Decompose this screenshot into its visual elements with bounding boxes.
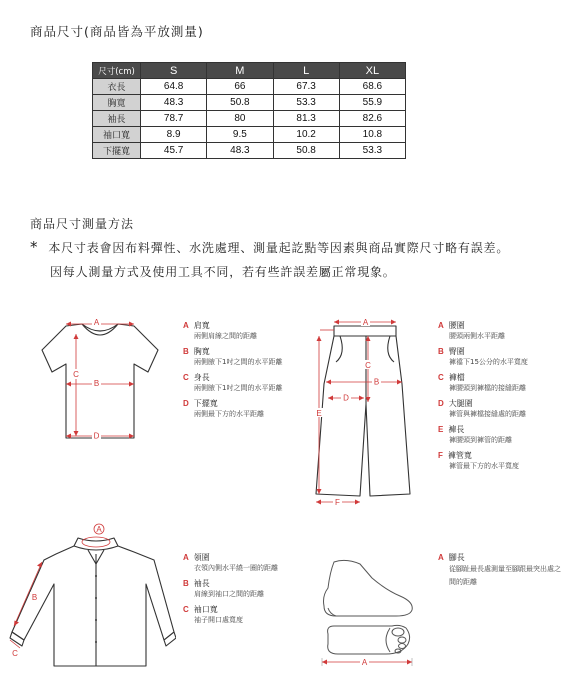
legend-item — [183, 552, 278, 573]
legend-name: 胸寬 — [193, 347, 210, 356]
table-row — [93, 111, 406, 127]
legend-desc: 腰頭兩側水平距離 — [449, 332, 505, 340]
legend-key: C — [438, 373, 444, 382]
legend-item — [438, 450, 528, 471]
legend-key: B — [183, 347, 189, 356]
row-label: 胸寬 — [93, 95, 141, 111]
foot-diagram — [316, 556, 422, 668]
legend-item — [183, 604, 278, 625]
table-header-row — [93, 63, 406, 79]
legend-item — [183, 372, 282, 393]
table-cell: 81.3 — [273, 111, 339, 127]
legend-item — [438, 552, 566, 589]
pants-label-e: E — [316, 409, 322, 418]
legend-key: E — [438, 425, 444, 434]
legend-desc: 兩側肩線之間的距離 — [194, 332, 257, 340]
legend-desc: 兩側腋下1吋之間的水平距離 — [194, 358, 283, 366]
pants-label-c: C — [365, 361, 371, 370]
table-cell: 55.9 — [339, 95, 405, 111]
pants-label-b: B — [373, 377, 380, 387]
table-row — [93, 127, 406, 143]
legend-item — [183, 320, 282, 341]
table-cell: 64.8 — [141, 79, 207, 95]
legend-desc: 褲腰頭到褲檔的接縫距離 — [449, 384, 526, 392]
row-label: 袖長 — [93, 111, 141, 127]
legend-key: A — [438, 321, 444, 330]
legend-name: 袖長 — [193, 579, 210, 588]
pants-label-f: F — [335, 498, 340, 507]
tshirt-label-d: D — [93, 431, 100, 441]
table-cell: 9.5 — [207, 127, 273, 143]
legend-key: A — [183, 321, 189, 330]
legend-desc: 衣領內側水平繞一圈的距離 — [194, 564, 278, 572]
table-cell: 50.8 — [273, 143, 339, 159]
shirt-label-b: B — [31, 593, 38, 602]
row-label: 袖口寬 — [93, 127, 141, 143]
legend-item — [438, 398, 528, 419]
tshirt-label-a: A — [93, 318, 100, 327]
table-row — [93, 143, 406, 159]
row-label: 下擺寬 — [93, 143, 141, 159]
legend-key: A — [438, 553, 444, 562]
column-header-l: L — [273, 63, 339, 79]
legend-desc: 褲腰頭到褲管的距離 — [449, 436, 512, 444]
legend-key: B — [438, 347, 444, 356]
note-line-1 — [30, 238, 509, 256]
legend-item — [438, 320, 528, 341]
pants-label-d: D — [343, 393, 349, 403]
legend-key: F — [438, 451, 443, 460]
legend-desc: 袖子開口處寬度 — [194, 616, 243, 624]
table-cell: 45.7 — [141, 143, 207, 159]
shirt-diagram — [6, 520, 176, 670]
table-cell: 10.8 — [339, 127, 405, 143]
legend-item — [438, 372, 528, 393]
legend-desc: 兩側腋下1吋之間的水平距離 — [194, 384, 283, 392]
tshirt-diagram — [38, 314, 162, 444]
legend-key: D — [438, 399, 444, 408]
legend-name: 褲長 — [448, 425, 465, 434]
pants-diagram — [306, 314, 416, 514]
legend-item — [183, 578, 278, 599]
section-title: 商品尺寸(商品皆為平放測量) — [30, 24, 204, 39]
legend-name: 肩寬 — [193, 321, 210, 330]
table-corner-header: 尺寸(cm) — [93, 63, 141, 79]
table-cell: 82.6 — [339, 111, 405, 127]
legend-name: 身長 — [193, 373, 210, 382]
legend-name: 褲檔 — [448, 373, 465, 382]
method-title: 商品尺寸測量方法 — [30, 217, 135, 231]
legend-desc: 肩線到袖口之間的距離 — [194, 590, 264, 598]
table-row — [93, 79, 406, 95]
legend-desc: 褲管最下方的水平寬度 — [449, 462, 519, 470]
legend-key: D — [183, 399, 189, 408]
column-header-s: S — [141, 63, 207, 79]
note-line-2: 因每人測量方式及使用工具不同，若有些許誤差屬正常現象。 — [50, 265, 396, 279]
foot-label-a: A — [361, 658, 368, 667]
column-header-xl: XL — [339, 63, 405, 79]
table-row — [93, 95, 406, 111]
legend-desc: 褲管與褲檔接縫處的距離 — [449, 410, 526, 418]
legend-item — [183, 346, 282, 367]
shirt-legend — [183, 552, 278, 630]
shirt-label-a: A — [96, 525, 102, 534]
table-cell: 68.6 — [339, 79, 405, 95]
legend-name: 腳長 — [448, 553, 465, 562]
legend-item — [183, 398, 282, 419]
legend-name: 臀圍 — [448, 347, 465, 356]
legend-key: B — [183, 579, 189, 588]
table-cell: 66 — [207, 79, 273, 95]
legend-name: 大腿圍 — [448, 399, 473, 408]
legend-key: C — [183, 605, 189, 614]
legend-desc: 褲襠下15公分的水平寬度 — [449, 358, 528, 366]
foot-legend — [438, 552, 566, 594]
table-cell: 48.3 — [207, 143, 273, 159]
legend-name: 下擺寬 — [193, 399, 218, 408]
table-cell: 53.3 — [273, 95, 339, 111]
note-star: * — [30, 238, 39, 256]
legend-name: 褲管寬 — [447, 451, 472, 460]
table-cell: 10.2 — [273, 127, 339, 143]
legend-key: C — [183, 373, 189, 382]
table-cell: 78.7 — [141, 111, 207, 127]
shirt-label-c: C — [12, 649, 18, 658]
note-text-1: 本尺寸表會因布料彈性、水洗處理、測量起訖點等因素與商品實際尺寸略有誤差。 — [48, 241, 510, 255]
legend-name: 領圍 — [193, 553, 210, 562]
table-cell: 67.3 — [273, 79, 339, 95]
size-table — [92, 62, 406, 159]
tshirt-legend — [183, 320, 282, 424]
table-cell: 80 — [207, 111, 273, 127]
column-header-m: M — [207, 63, 273, 79]
table-cell: 53.3 — [339, 143, 405, 159]
tshirt-label-c: C — [73, 370, 79, 379]
legend-key: A — [183, 553, 189, 562]
legend-item — [438, 346, 528, 367]
legend-item — [438, 424, 528, 445]
pants-legend — [438, 320, 528, 476]
pants-label-a: A — [362, 318, 369, 327]
legend-name: 袖口寬 — [193, 605, 218, 614]
tshirt-label-b: B — [93, 379, 100, 388]
legend-desc: 兩側最下方的水平距離 — [194, 410, 264, 418]
table-cell: 8.9 — [141, 127, 207, 143]
table-cell: 48.3 — [141, 95, 207, 111]
row-label: 衣長 — [93, 79, 141, 95]
legend-desc: 從腳趾最長處測量至腳跟最突出處之間的距離 — [449, 565, 561, 586]
table-cell: 50.8 — [207, 95, 273, 111]
legend-name: 腰圍 — [448, 321, 465, 330]
